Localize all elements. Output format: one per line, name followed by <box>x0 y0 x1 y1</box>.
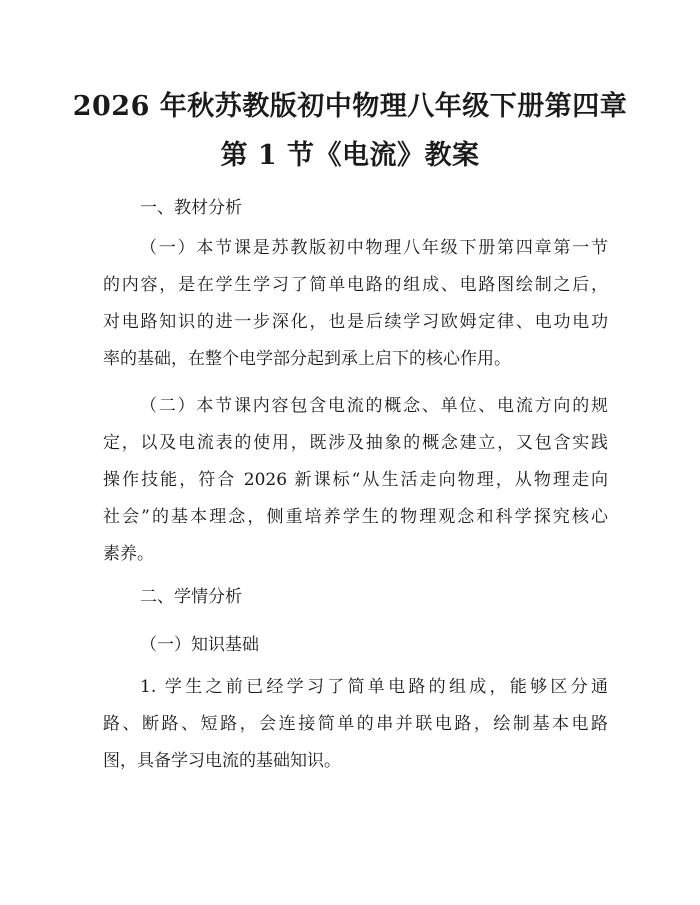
section-heading-student-analysis: 二、学情分析 <box>140 587 242 607</box>
document-title-line-1: 2026 年秋苏教版初中物理八年级下册第四章 <box>72 91 628 122</box>
paragraph-line: （一）本节课是苏教版初中物理八年级下册第四章第一节 <box>140 238 608 258</box>
paragraph-line: 1. 学生之前已经学习了简单电路的组成，能够区分通 <box>140 677 608 697</box>
paragraph-line: 路、断路、短路，会连接简单的串并联电路，绘制基本电路 <box>103 714 608 734</box>
paragraph-textbook-1 <box>103 230 608 378</box>
paragraph-line: 社会”的基本理念，侧重培养学生的物理观念和科学探究核心 <box>103 507 608 527</box>
paragraph-line: 对电路知识的进一步深化，也是后续学习欧姆定律、电功电功 <box>103 312 608 332</box>
paragraph-line: 定，以及电流表的使用，既涉及抽象的概念建立，又包含实践 <box>103 433 608 453</box>
section-heading-textbook-analysis: 一、教材分析 <box>140 198 242 218</box>
paragraph-line: 的内容，是在学生学习了简单电路的组成、电路图绘制之后， <box>103 275 608 295</box>
paragraph-line: 素养。 <box>103 544 154 564</box>
document-title-line-2: 第 1 节《电流》教案 <box>220 140 480 171</box>
subheading-knowledge-basis: （一）知识基础 <box>140 635 259 655</box>
paragraph-line: 图，具备学习电流的基础知识。 <box>103 751 341 771</box>
paragraph-line: （二）本节课内容包含电流的概念、单位、电流方向的规 <box>140 396 608 416</box>
paragraph-line: 率的基础，在整个电学部分起到承上启下的核心作用。 <box>103 349 511 369</box>
paragraph-textbook-2 <box>103 388 608 573</box>
paragraph-knowledge-1 <box>103 669 608 780</box>
paragraph-line: 操作技能，符合 2026 新课标“从生活走向物理，从物理走向 <box>103 470 608 490</box>
